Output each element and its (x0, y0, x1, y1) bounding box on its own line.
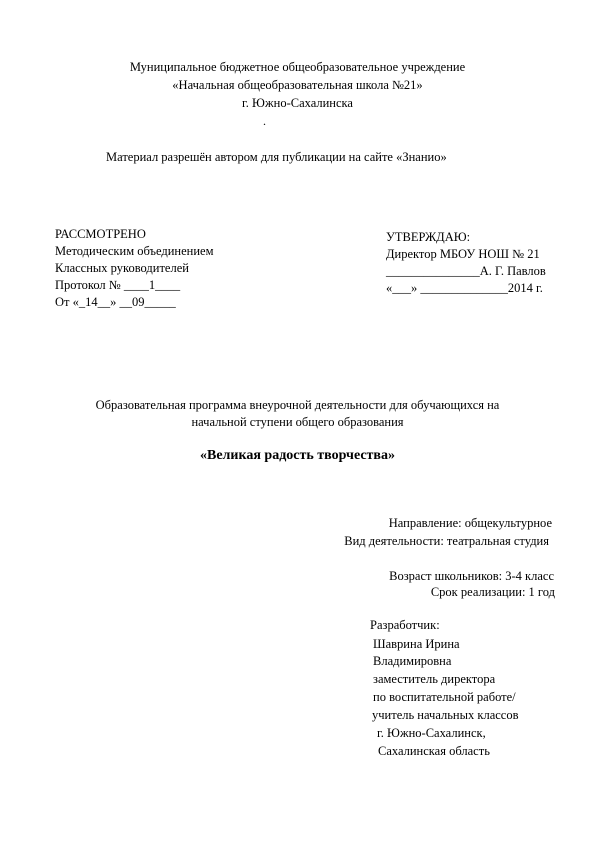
publication-notice: Материал разрешён автором для публикации на сайте «Знанио» (106, 150, 447, 164)
header-city-line: г. Южно-Сахалинска (242, 96, 353, 110)
details-age: Возраст школьников: 3-4 класс (389, 569, 554, 583)
considered-block (55, 226, 214, 311)
header-org-line: Муниципальное бюджетное общеобразовательное учреждение (129, 60, 466, 74)
approved-heading: УТВЕРЖДАЮ: (386, 230, 471, 244)
developer-position-2: по воспитательной работе/ (373, 690, 516, 704)
approved-signature: _______________А. Г. Павлов (386, 264, 546, 278)
program-line-1: Образовательная программа внеурочной деятельности для обучающихся на (95, 398, 500, 412)
developer-name: Шаврина Ирина (373, 637, 460, 651)
considered-line: Классных руководителей (55, 261, 189, 275)
details-activity: Вид деятельности: театральная студия (344, 534, 549, 548)
developer-patronymic: Владимировна (373, 654, 452, 668)
details-direction: Направление: общекультурное (388, 516, 552, 530)
considered-date: От «_14__» __09_____ (55, 295, 176, 309)
approved-line: Директор МБОУ НОШ № 21 (386, 247, 540, 261)
developer-region: Сахалинская область (378, 744, 490, 758)
details-term: Срок реализации: 1 год (430, 585, 555, 599)
developer-position: заместитель директора (373, 672, 496, 686)
considered-protocol: Протокол № ____1____ (55, 278, 181, 292)
developer-position-3: учитель начальных классов (372, 708, 519, 722)
header-dot: . (263, 114, 266, 128)
developer-label: Разработчик: (370, 618, 440, 632)
program-line-2: начальной ступени общего образования (191, 415, 404, 429)
approved-block (386, 229, 546, 297)
considered-heading: РАССМОТРЕНО (55, 227, 146, 241)
considered-line: Методическим объединением (55, 244, 214, 258)
approved-date: «___» ______________2014 г. (386, 281, 543, 295)
header-school-line: «Начальная общеобразовательная школа №21» (172, 78, 423, 92)
program-title: «Великая радость творчества» (200, 448, 395, 463)
developer-city: г. Южно-Сахалинск, (377, 726, 486, 740)
